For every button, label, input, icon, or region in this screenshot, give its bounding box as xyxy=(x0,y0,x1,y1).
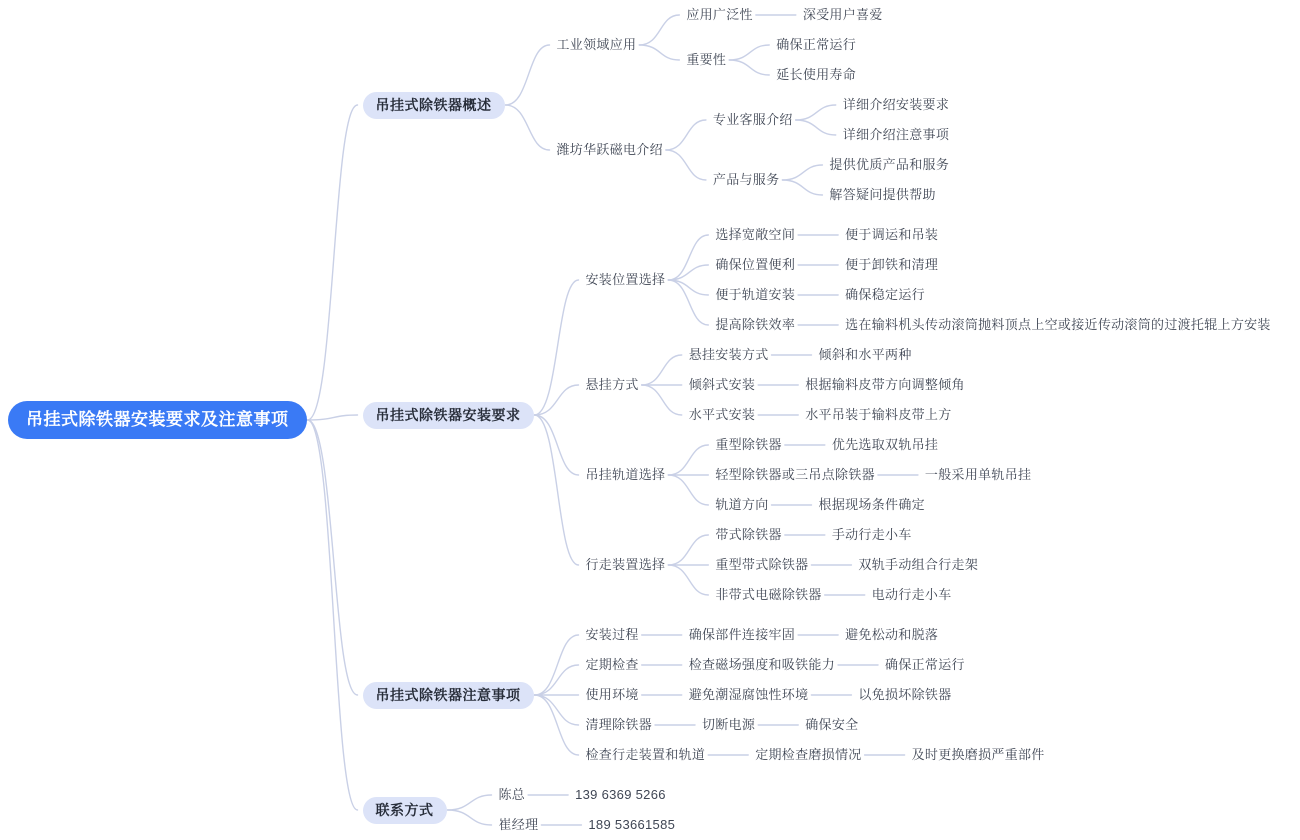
mindmap-node xyxy=(856,550,980,580)
children-group xyxy=(555,0,952,210)
children-group xyxy=(774,30,858,90)
sub-topic[interactable]: 便于轨道安装 xyxy=(715,287,796,302)
mindmap-node xyxy=(584,650,1047,680)
mindmap-node xyxy=(713,250,1272,280)
sub-topic[interactable]: 定期检查 xyxy=(585,657,639,672)
children-group xyxy=(803,710,860,740)
sub-topic[interactable]: 专业客服介绍 xyxy=(712,112,793,127)
mindmap-node xyxy=(817,490,927,520)
children-group xyxy=(843,250,940,280)
sub-topic[interactable]: 检查行走装置和轨道 xyxy=(585,747,706,762)
branch-topic[interactable]: 吊挂式除铁器注意事项 xyxy=(363,682,534,709)
mindmap-root-node xyxy=(8,0,1273,840)
mindmap-node xyxy=(555,90,952,210)
mindmap-node xyxy=(910,740,1047,770)
mindmap-node xyxy=(870,580,954,610)
sub-topic[interactable]: 使用环境 xyxy=(585,687,639,702)
children-group xyxy=(687,680,954,710)
mindmap-node xyxy=(687,400,967,430)
sub-topic[interactable]: 139 6369 5266 xyxy=(575,787,666,802)
sub-topic[interactable]: 便于卸铁和清理 xyxy=(845,257,939,272)
mindmap-node xyxy=(841,120,951,150)
children-group xyxy=(827,150,951,210)
mindmap-node xyxy=(843,220,940,250)
sub-topic[interactable]: 深受用户喜爱 xyxy=(802,7,883,22)
mindmap-node xyxy=(827,150,951,180)
children-group xyxy=(843,220,940,250)
sub-topic[interactable]: 根据现场条件确定 xyxy=(818,497,925,512)
children-group xyxy=(910,740,1047,770)
mindmap-node xyxy=(586,810,677,840)
sub-topic[interactable]: 选在输料机头传动滚筒抛料顶点上空或接近传动滚筒的过渡托辊上方安装 xyxy=(845,317,1271,332)
mindmap-node xyxy=(584,680,1047,710)
mindmap-node xyxy=(711,90,951,150)
mindmap-node xyxy=(774,60,858,90)
sub-topic[interactable]: 延长使用寿命 xyxy=(776,67,857,82)
mindmap-node xyxy=(584,740,1047,770)
children-group xyxy=(817,340,914,370)
branch-topic[interactable]: 吊挂式除铁器安装要求 xyxy=(363,402,534,429)
mindmap-node xyxy=(687,620,941,650)
sub-topic[interactable]: 崔经理 xyxy=(498,817,539,832)
sub-topic[interactable]: 悬挂方式 xyxy=(585,377,639,392)
mindmap-node xyxy=(363,620,1273,770)
mindmap-node xyxy=(711,150,951,210)
mindmap-node xyxy=(883,650,967,680)
mindmap-node xyxy=(684,30,884,90)
mindmap-node xyxy=(843,250,940,280)
mindmap-node xyxy=(713,460,1033,490)
sub-topic[interactable]: 安装过程 xyxy=(585,627,639,642)
children-group xyxy=(843,280,927,310)
sub-topic[interactable]: 提供优质产品和服务 xyxy=(829,157,950,172)
sub-topic[interactable]: 切断电源 xyxy=(702,717,756,732)
mindmap-node xyxy=(801,0,885,30)
mindmap-node xyxy=(497,810,678,840)
mindmap-node xyxy=(753,740,1046,770)
mindmap-node xyxy=(584,710,1047,740)
children-group xyxy=(817,490,927,520)
children-group xyxy=(843,310,1273,340)
sub-topic[interactable]: 悬挂安装方式 xyxy=(688,347,769,362)
sub-topic[interactable]: 详细介绍安装要求 xyxy=(842,97,950,112)
mindmap-node xyxy=(830,430,940,460)
mindmap-node xyxy=(363,780,1273,840)
branch-topic[interactable]: 联系方式 xyxy=(363,797,447,824)
mindmap-node xyxy=(713,550,980,580)
children-group xyxy=(803,400,953,430)
mindmap-node xyxy=(713,310,1272,340)
mindmap-node xyxy=(713,520,980,550)
sub-topic[interactable]: 选择宽敞空间 xyxy=(715,227,796,242)
sub-topic[interactable]: 潍坊华跃磁电介绍 xyxy=(556,142,663,157)
mindmap-node xyxy=(687,370,967,400)
sub-topic[interactable]: 详细介绍注意事项 xyxy=(842,127,950,142)
sub-topic[interactable]: 确保部件连接牢固 xyxy=(688,627,796,642)
sub-topic[interactable]: 轻型除铁器或三吊点除铁器 xyxy=(715,467,875,482)
mindmap-node xyxy=(573,780,668,810)
sub-topic[interactable]: 重型除铁器 xyxy=(715,437,782,452)
children-group xyxy=(843,620,940,650)
sub-topic[interactable]: 带式除铁器 xyxy=(715,527,782,542)
mindmap-node xyxy=(713,220,1272,250)
children-group xyxy=(711,90,951,210)
mindmap-node xyxy=(584,220,1273,340)
children-group xyxy=(713,520,980,610)
mindmap-node xyxy=(803,370,967,400)
children-group xyxy=(687,340,967,430)
sub-topic[interactable]: 行走装置选择 xyxy=(585,557,666,572)
sub-topic[interactable]: 确保稳定运行 xyxy=(845,287,925,302)
mindmap-node xyxy=(687,680,954,710)
children-group xyxy=(687,650,967,680)
children-group xyxy=(713,430,1033,520)
children-group xyxy=(687,620,941,650)
mindmap-node xyxy=(684,0,884,30)
sub-topic[interactable]: 倾斜式安装 xyxy=(688,377,756,392)
sub-topic[interactable]: 确保位置便利 xyxy=(715,257,796,272)
sub-topic[interactable]: 确保安全 xyxy=(805,717,859,732)
mindmap-node xyxy=(687,340,967,370)
mindmap-node xyxy=(584,620,1047,650)
mindmap-node xyxy=(843,310,1273,340)
children-group xyxy=(856,550,980,580)
mindmap-node xyxy=(713,280,1272,310)
sub-topic[interactable]: 优先选取双轨吊挂 xyxy=(831,437,939,452)
children-group xyxy=(586,810,677,840)
sub-topic[interactable]: 便于调运和吊装 xyxy=(845,227,939,242)
sub-topic[interactable]: 及时更换磨损严重部件 xyxy=(911,747,1045,762)
mindmap-node xyxy=(497,780,678,810)
sub-topic[interactable]: 解答疑问提供帮助 xyxy=(829,187,936,202)
sub-topic[interactable]: 重型带式除铁器 xyxy=(715,557,809,572)
children-group xyxy=(856,680,953,710)
children-group xyxy=(584,620,1047,770)
branch-topic[interactable]: 吊挂式除铁器概述 xyxy=(363,92,505,119)
sub-topic[interactable]: 水平式安装 xyxy=(688,407,756,422)
sub-topic[interactable]: 手动行走小车 xyxy=(831,527,912,542)
mindmap xyxy=(8,0,1273,840)
sub-topic[interactable]: 检查磁场强度和吸铁能力 xyxy=(688,657,836,672)
mindmap-node xyxy=(555,0,952,90)
mindmap-node xyxy=(363,0,1273,210)
children-group xyxy=(753,740,1046,770)
sub-topic[interactable]: 189 53661585 xyxy=(588,817,676,832)
sub-topic[interactable]: 工业领域应用 xyxy=(556,37,637,52)
mindmap-node xyxy=(713,580,980,610)
mindmap-node xyxy=(700,710,860,740)
children-group xyxy=(584,220,1273,610)
mindmap-node xyxy=(713,490,1033,520)
sub-topic[interactable]: 陈总 xyxy=(498,787,526,802)
mindmap-node xyxy=(687,650,967,680)
children-group xyxy=(801,0,885,30)
sub-topic[interactable]: 以免损坏除铁器 xyxy=(858,687,952,702)
sub-topic[interactable]: 倾斜和水平两种 xyxy=(818,347,912,362)
mindmap-node xyxy=(841,90,951,120)
mindmap-node xyxy=(803,400,953,430)
sub-topic[interactable]: 提高除铁效率 xyxy=(715,317,796,332)
mindmap-node xyxy=(363,220,1273,610)
sub-topic[interactable]: 电动行走小车 xyxy=(871,587,952,602)
sub-topic[interactable]: 重要性 xyxy=(686,52,727,67)
children-group xyxy=(700,710,860,740)
children-group xyxy=(830,430,940,460)
sub-topic[interactable]: 根据输料皮带方向调整倾角 xyxy=(805,377,965,392)
sub-topic[interactable]: 安装位置选择 xyxy=(585,272,666,287)
children-group xyxy=(497,780,678,840)
sub-topic[interactable]: 应用广泛性 xyxy=(686,7,753,22)
sub-topic[interactable]: 水平吊装于输料皮带上方 xyxy=(805,407,952,422)
sub-topic[interactable]: 吊挂轨道选择 xyxy=(585,467,666,482)
sub-topic[interactable]: 轨道方向 xyxy=(715,497,769,512)
sub-topic[interactable]: 产品与服务 xyxy=(712,172,780,187)
mindmap-node xyxy=(827,180,951,210)
children-group xyxy=(830,520,914,550)
children-group xyxy=(803,370,967,400)
sub-topic[interactable]: 避免潮湿腐蚀性环境 xyxy=(688,687,809,702)
children-group xyxy=(573,780,668,810)
children-group xyxy=(684,0,884,90)
sub-topic[interactable]: 避免松动和脱落 xyxy=(845,627,939,642)
mindmap-node xyxy=(923,460,1033,490)
mindmap-node xyxy=(584,520,1273,610)
mindmap-node xyxy=(584,430,1273,520)
mindmap-node xyxy=(817,340,914,370)
sub-topic[interactable]: 双轨手动组合行走架 xyxy=(858,557,979,572)
sub-topic[interactable]: 一般采用单轨吊挂 xyxy=(924,467,1032,482)
mindmap-node xyxy=(843,280,927,310)
sub-topic[interactable]: 确保正常运行 xyxy=(776,37,857,52)
children-group xyxy=(841,90,951,150)
sub-topic[interactable]: 确保正常运行 xyxy=(885,657,965,672)
children-group xyxy=(713,220,1272,340)
mindmap-node xyxy=(856,680,953,710)
children-group xyxy=(923,460,1033,490)
root-topic[interactable]: 吊挂式除铁器安装要求及注意事项 xyxy=(8,401,307,439)
mindmap-node xyxy=(803,710,860,740)
children-group xyxy=(870,580,954,610)
mindmap-node xyxy=(843,620,940,650)
sub-topic[interactable]: 定期检查磨损情况 xyxy=(755,747,862,762)
mindmap-node xyxy=(584,340,1273,430)
children-group xyxy=(363,0,1273,840)
mindmap-node xyxy=(830,520,914,550)
sub-topic[interactable]: 清理除铁器 xyxy=(585,717,653,732)
mindmap-node xyxy=(713,430,1033,460)
sub-topic[interactable]: 非带式电磁除铁器 xyxy=(715,587,822,602)
children-group xyxy=(883,650,967,680)
mindmap-node xyxy=(774,30,858,60)
